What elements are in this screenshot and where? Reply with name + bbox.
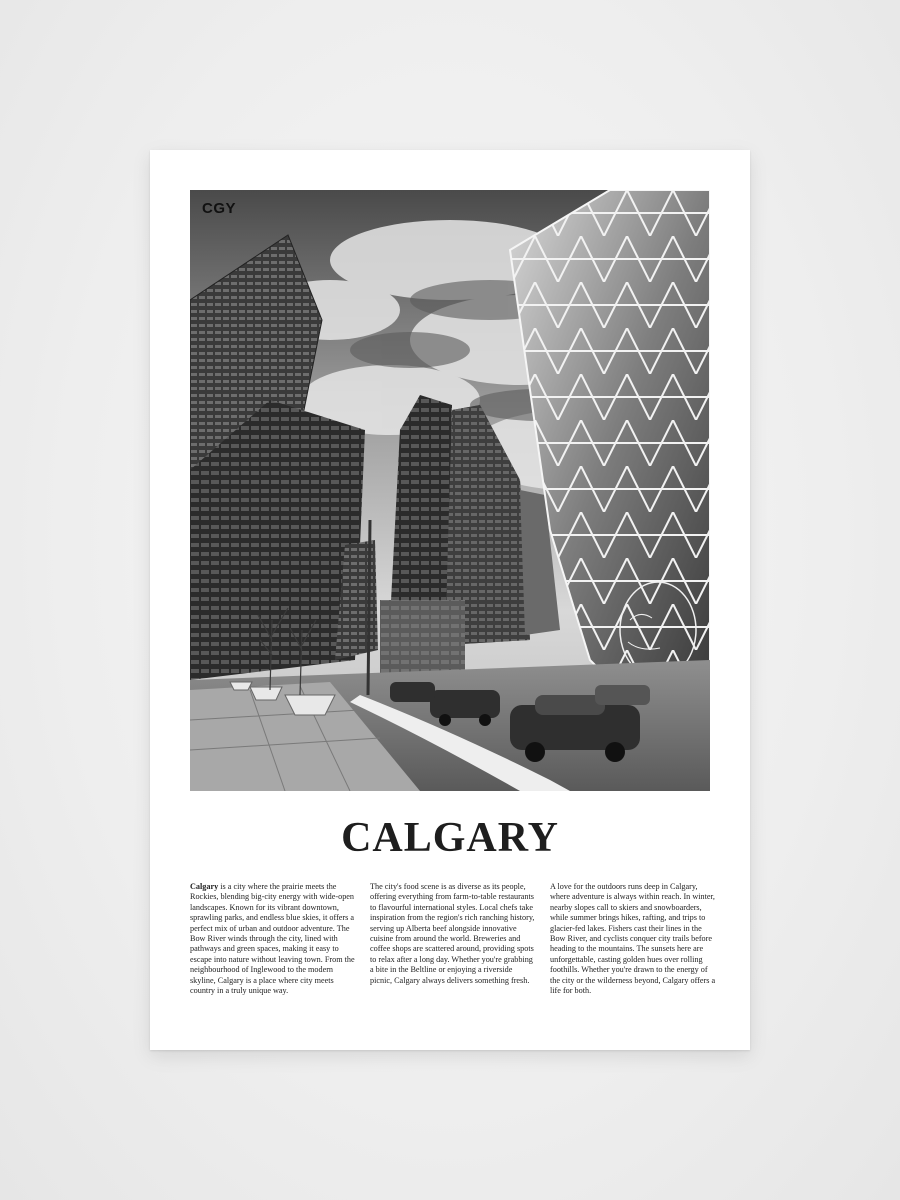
column-text: The city's food scene is as diverse as its people, offering everything from farm-to-table restaurants to flavourful international styles. Local chefs take inspiration from the region's rich ranching history, serving up Alberta beef alongside innovative cuisine from around the world. Breweries and coffee shops are scattered around, providing spots to relax after a long day. Whether you're grabbing a bite in the Beltline or enjoying a riverside picnic, Calgary always delivers something fresh. bbox=[370, 882, 535, 985]
column-lead: Calgary bbox=[190, 882, 219, 891]
poster bbox=[150, 150, 750, 1050]
text-column-3 bbox=[550, 882, 716, 996]
text-column-2 bbox=[370, 882, 536, 986]
skyline-illustration bbox=[190, 190, 710, 791]
column-text: is a city where the prairie meets the Rockies, blending big-city energy with wide-open landscapes. Known for its vibrant downtown, sprawling parks, and endless blue skies, it offers a perfect mix of urban and outdoor adventure. The Bow River winds through the city, lined with pathways and green spaces, making it easy to escape into nature without leaving town. From the neighbourhood of Inglewood to the modern skyline, Calgary is a place where city meets country in a truly unique way. bbox=[190, 882, 355, 996]
poster-title: CALGARY bbox=[341, 815, 559, 861]
column-text: A love for the outdoors runs deep in Calgary, where adventure is always within reach. In winter, nearby slopes call to skiers and snowboarders, while summer brings hikes, rafting, and trips to glacier-fed lakes. Fishers cast their lines in the Bow River, and cyclists conquer city trails before heading to the mountains. The sunsets here are unforgettable, casting golden hues over rolling foothills. Whether you're drawn to the energy of the city or the wilderness beyond, Calgary offers a life for both. bbox=[550, 882, 716, 996]
city-badge: CGY bbox=[202, 200, 237, 217]
city-photo bbox=[190, 190, 710, 791]
text-column-1 bbox=[190, 882, 356, 996]
